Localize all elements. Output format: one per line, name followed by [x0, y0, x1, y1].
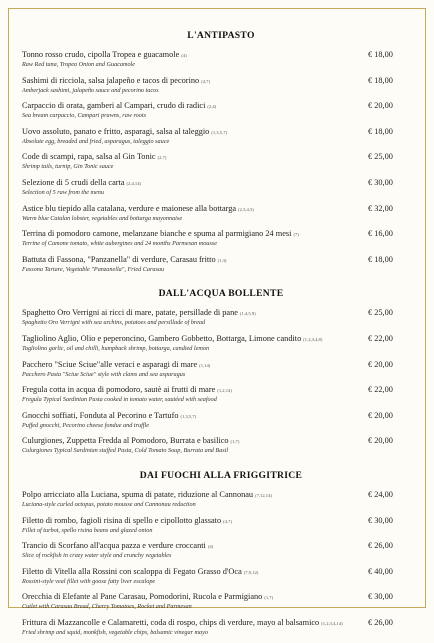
dish-price: € 18,00: [368, 50, 393, 59]
dish-price: € 16,00: [368, 229, 393, 239]
dish-price: € 22,00: [368, 385, 393, 395]
allergen-codes: (2,7): [157, 155, 167, 161]
menu-item: [22, 490, 420, 509]
dish-price: € 20,00: [368, 359, 393, 369]
allergen-codes: (1,3): [217, 257, 227, 263]
dish-name: Carpaccio di orata, gamberi al Campari, crudo di radici: [22, 101, 206, 111]
dish-price: € 20,00: [368, 410, 393, 420]
allergen-codes: (1,3,5,7): [211, 129, 228, 135]
menu-item: [22, 567, 420, 586]
dish-name-line: [22, 127, 420, 138]
dish-name: Trancio di Scorfano all'acqua pazza e verdure croccanti: [22, 541, 206, 551]
dish-name-line: [22, 101, 420, 112]
dish-price: € 40,00: [368, 566, 393, 576]
dish-name: Pacchero "Sciue Sciue"alle veraci e asparagi di mare: [22, 359, 198, 369]
allergen-codes: (2,4): [207, 104, 217, 110]
allergen-codes: (7,9,12): [243, 569, 259, 575]
section-gap: [22, 462, 420, 470]
menu-item: [22, 308, 420, 327]
menu-item: [22, 592, 420, 611]
allergen-codes: (1,14): [199, 362, 211, 368]
dish-description: Slice of rockfish in crazy water style and crunchy vegetables: [22, 552, 172, 560]
dish-name: Fregula cotta in acqua di pomodoro, sautè ai frutti di mare: [22, 385, 216, 395]
allergen-codes: (2,3,4,5): [238, 206, 254, 212]
menu-item: [22, 229, 420, 248]
dish-description: Shrimp tails, turnip, Gin Tonic sauce: [22, 163, 114, 171]
dish-description: Spaghetto Oro Verrigni with sea urchins, potatoes and persillade of bread: [22, 319, 206, 327]
menu-item: [22, 541, 420, 560]
dish-price: € 25,00: [368, 308, 393, 318]
dish-price: € 32,00: [368, 203, 393, 213]
allergen-codes: (2,4,14): [126, 180, 142, 186]
dish-name: Battuta di Fassona, "Panzanella" di verdure, Carasau fritto: [22, 254, 216, 264]
dish-description: Fillet of turbot, spello risina beans and glazed onion: [22, 526, 153, 534]
allergen-codes: (1,7): [264, 595, 274, 601]
allergen-codes: (1,2,14): [217, 388, 232, 394]
allergen-codes: (7,12,14): [255, 492, 272, 498]
section-title: L'ANTIPASTO: [187, 30, 255, 41]
dish-price: € 18,00: [368, 254, 393, 264]
dish-description: Fried shrimp and squid, monkfish, vegetable chips, balsamic vinegar mayo: [22, 628, 208, 636]
dish-name: Terrina di pomodoro camone, melanzane bianche e spuma al parmigiano 24 mesi: [22, 229, 292, 239]
dish-name-line: [22, 334, 420, 345]
dish-description: Pacchero Pasta "Sciue Sciue" style with clams and sea asparagus: [22, 370, 186, 378]
dish-price: € 26,00: [368, 617, 393, 627]
dish-description: Fassona Tartare, Vegetable "Panzanella", Fried Carasau: [22, 265, 165, 273]
dish-name-line: [22, 436, 420, 447]
dish-name-line: [22, 308, 420, 319]
dish-name: Uovo assoluto, panato e fritto, asparagi, salsa al taleggio: [22, 126, 210, 136]
dish-name: Orecchia di Elefante al Pane Carasau, Pomodorini, Rucola e Parmigiano: [22, 592, 263, 602]
menu-item: [22, 178, 420, 197]
dish-name: Frittura di Mazzancolle e Calamaretti, coda di rospo, chips di verdure, mayo al balsamico: [22, 617, 320, 627]
dish-name-line: [22, 411, 420, 422]
dish-price: € 25,00: [368, 152, 393, 162]
section-title: DALL'ACQUA BOLLENTE: [158, 288, 284, 300]
menu-item: [22, 127, 420, 146]
dish-name-line: [22, 76, 420, 87]
menu-item: [22, 334, 420, 353]
dish-name: Selezione di 5 crudi della carta: [22, 177, 125, 187]
dish-name: Filetto di rombo, fagioli risina di spello e cipollotto glassato: [22, 515, 222, 525]
dish-name-line: [22, 50, 420, 61]
menu-section: [22, 288, 420, 470]
dish-price: € 26,00: [368, 541, 393, 551]
dish-name-line: [22, 204, 420, 215]
dish-name-line: [22, 360, 420, 371]
dish-name-line: [22, 592, 420, 603]
menu-section: [22, 470, 420, 637]
dish-price: € 20,00: [368, 436, 393, 446]
allergen-codes: (4): [181, 53, 187, 58]
dish-name: Astice blu tiepido alla catalana, verdure e maionese alla bottarga: [22, 203, 237, 213]
dish-name: Spaghetto Oro Verrigni ai ricci di mare, patate, persillade di pane: [22, 308, 238, 318]
dish-name: Gnocchi soffiati, Fonduta al Pecorino e Tartufo: [22, 410, 179, 420]
dish-description: Raw Red tuna, Tropea Onion and Guacamole: [22, 61, 136, 68]
dish-price: € 30,00: [368, 515, 393, 525]
section-title: DAI FUOCHI ALLA FRIGGITRICE: [139, 469, 303, 481]
dish-description: Fregula Typical Sardinian Pasta cooked in tomato water, sautéed with seafood: [22, 396, 217, 404]
dish-name: Culurgiones, Zuppetta Fredda al Pomodoro, Burrata e basilico: [22, 436, 229, 446]
dish-description: Warm blue Catalan lobster, vegetables and bottarga mayonnaise: [22, 214, 183, 222]
dish-name: Tagliolino Aglio, Olio e peperoncino, Gambero Gobbetto, Bottarga, Limone candito: [22, 333, 302, 343]
allergen-codes: (4,7): [201, 78, 210, 84]
menu-item: [22, 76, 420, 95]
dish-description: Cutlet with Carasau Bread, Cherry Tomatoes, Rocket and Parmesan: [22, 603, 192, 611]
menu-item: [22, 436, 420, 455]
dish-description: Culurgiones Typical Sardinian stuffed Pasta, Cold Tomato Soup, Burrata and Basil: [22, 447, 229, 455]
allergen-codes: (1,2,3,4,14): [321, 620, 343, 626]
menu-content: [22, 30, 420, 643]
dish-name-line: [22, 567, 420, 578]
menu-item: [22, 360, 420, 379]
menu-item: [22, 101, 420, 120]
dish-name-line: [22, 385, 420, 396]
menu-item: [22, 385, 420, 404]
dish-price: € 18,00: [368, 126, 393, 136]
dish-description: Rossini-style veal fillet with goose fatty liver escalope: [22, 577, 156, 585]
allergen-codes: (1,3,5,7): [180, 413, 197, 419]
dish-description: Absolute egg, breaded and fried, asparagus, taleggio sauce: [22, 137, 170, 145]
dish-name-line: [22, 152, 420, 163]
section-gap: [22, 280, 420, 288]
menu-item: [22, 152, 420, 171]
dish-price: € 30,00: [368, 592, 393, 602]
allergen-codes: (7): [293, 232, 299, 238]
allergen-codes: (1,4,5,9): [239, 311, 256, 317]
dish-name: Code di scampi, rapa, salsa al Gin Tonic: [22, 152, 156, 162]
menu-item: [22, 411, 420, 430]
dish-name-line: [22, 229, 420, 240]
dish-price: € 18,00: [368, 75, 393, 85]
dish-description: Amberjack sashimi, jalapeño sauce and pecorino tacos: [22, 86, 159, 94]
menu-item: [22, 50, 420, 69]
dish-price: € 30,00: [368, 177, 393, 187]
dish-description: Tagliolino garlic, oil and chilli, humpback shrimp, bottarga, candied lemon: [22, 344, 210, 352]
dish-name-line: [22, 178, 420, 189]
menu-item: [22, 204, 420, 223]
menu-section: [22, 30, 420, 288]
allergen-codes: (1,7): [230, 439, 240, 445]
allergen-codes: (4): [207, 544, 214, 550]
menu-item: [22, 516, 420, 535]
dish-name-line: [22, 618, 420, 629]
dish-name: Polpo arricciato alla Luciana, spuma di patate, riduzione al Cannonau: [22, 489, 254, 499]
dish-price: € 24,00: [368, 489, 393, 499]
dish-price: € 20,00: [368, 101, 393, 111]
allergen-codes: (4,7): [223, 518, 232, 524]
dish-name-line: [22, 490, 420, 501]
dish-name-line: [22, 516, 420, 527]
dish-name: Filetto di Vitella alla Rossini con scaloppa di Fegato Grasso d'Oca: [22, 566, 242, 576]
dish-name-line: [22, 541, 420, 552]
allergen-codes: (1,2,3,4,8): [303, 336, 323, 342]
dish-name: Tonno rosso crudo, cipolla Tropea e guacamole: [22, 50, 180, 59]
menu-item: [22, 618, 420, 637]
dish-description: Selection of 5 raw from the menu: [22, 188, 104, 196]
dish-name: Sashimi di ricciola, salsa jalapeño e tacos di pecorino: [22, 75, 200, 85]
dish-price: € 22,00: [368, 333, 393, 343]
dish-name-line: [22, 255, 420, 266]
dish-description: Sea bream carpaccio, Campari prawns, raw roots: [22, 112, 146, 120]
dish-description: Luciana-style curled octopus, potato mousse and Cannonau reduction: [22, 500, 196, 508]
dish-description: Puffed gnocchi, Pecorino cheese fondue and truffle: [22, 421, 149, 429]
menu-item: [22, 255, 420, 274]
dish-description: Terrine of Camone tomato, white aubergines and 24 months Parmesan mousse: [22, 240, 217, 248]
